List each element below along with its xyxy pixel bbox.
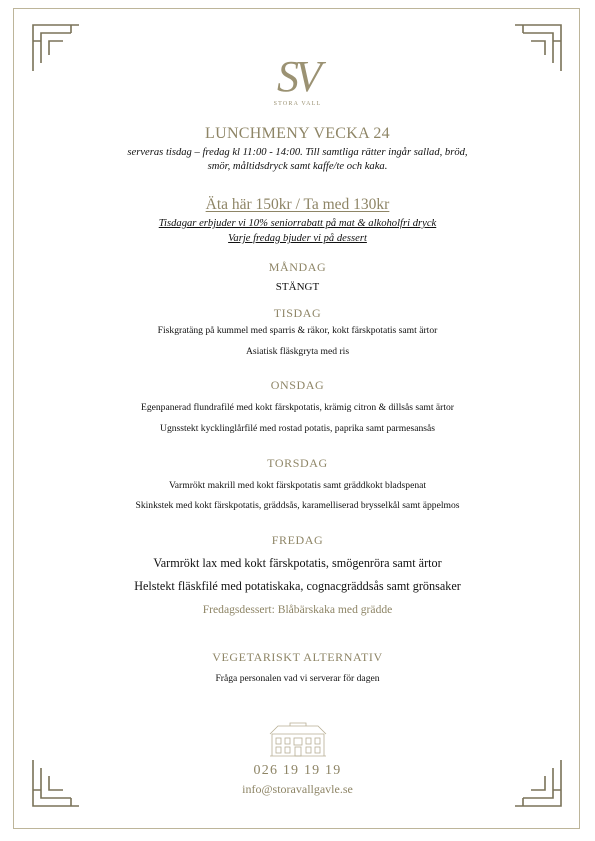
dish-item: Varmrökt lax med kokt färskpotatis, smögenröra samt ärtor xyxy=(153,556,442,570)
day-heading-thursday: TORSDAG xyxy=(267,456,328,470)
intro-text xyxy=(40,146,555,174)
day-heading-wednesday: ONSDAG xyxy=(270,378,325,392)
dish-item: Egenpanerad flundrafilé med kokt färskpotatis, krämig citron & dillsås samt ärtor xyxy=(140,402,455,413)
menu-title: LUNCHMENY VECKA 24 xyxy=(205,125,390,142)
friday-offer: Varje fredag bjuder vi på dessert xyxy=(228,233,367,244)
dish-item: Varmrökt makrill med kokt färskpotatis samt gräddkokt bladspenat xyxy=(168,480,427,491)
dish-item: Asiatisk fläskgryta med ris xyxy=(245,346,350,357)
monday-closed: STÄNGT xyxy=(275,281,320,293)
day-heading-tuesday: TISDAG xyxy=(273,306,322,320)
logo-mark: SV xyxy=(277,52,318,101)
dish-item: Helstekt fläskfilé med potatiskaka, cognacgräddsås samt grönsaker xyxy=(134,579,461,593)
building-illustration-icon xyxy=(268,722,328,758)
logo-subtitle: STORA VALL xyxy=(273,101,322,107)
phone-number[interactable]: 026 19 19 19 xyxy=(253,763,342,778)
vegetarian-text: Fråga personalen vad vi serverar för dagen xyxy=(215,673,380,684)
dish-item: Ugnsstekt kycklinglårfilé med rostad potatis, paprika samt parmesansås xyxy=(160,423,435,434)
day-heading-friday: FREDAG xyxy=(271,533,324,547)
vegetarian-heading: VEGETARISKT ALTERNATIV xyxy=(212,650,383,664)
senior-offer: Tisdagar erbjuder vi 10% seniorrabatt på mat & alkoholfri dryck xyxy=(158,218,437,229)
email-link[interactable]: info@storavallgavle.se xyxy=(242,782,353,796)
friday-dessert: Fredagsdessert: Blåbärskaka med grädde xyxy=(202,603,393,616)
day-heading-monday: MÅNDAG xyxy=(268,260,327,274)
price-line: Äta här 150kr / Ta med 130kr xyxy=(205,196,390,213)
dish-item: Fiskgratäng på kummel med sparris & räkor, kokt färskpotatis samt ärtor xyxy=(157,325,438,336)
logo xyxy=(0,52,595,107)
intro-line-1: serveras tisdag – fredag kl 11:00 - 14:00. Till samtliga rätter ingår sallad, bröd, xyxy=(127,147,468,158)
intro-line-2: smör, måltidsdryck samt kaffe/te och kaka. xyxy=(207,161,388,172)
dish-item: Skinkstek med kokt färskpotatis, gräddsås, karamelliserad brysselkål samt äppelmos xyxy=(135,500,460,511)
